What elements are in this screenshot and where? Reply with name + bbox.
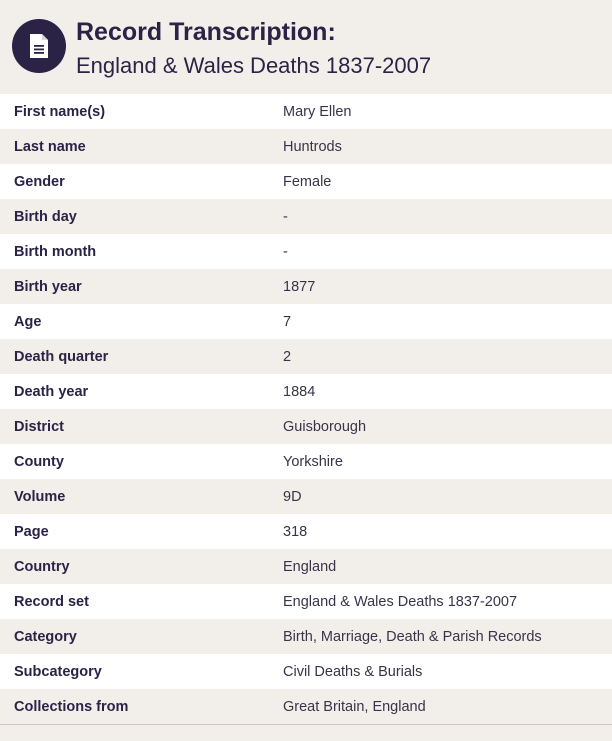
row-value: Guisborough xyxy=(283,418,367,435)
row-label: Category xyxy=(14,628,77,645)
table-row xyxy=(0,164,612,199)
row-label: Death year xyxy=(14,383,89,400)
table-row xyxy=(0,444,612,479)
row-label: Death quarter xyxy=(14,348,109,365)
row-label: Birth year xyxy=(14,278,82,295)
row-value: England xyxy=(283,558,337,575)
row-label: County xyxy=(14,453,64,470)
table-row xyxy=(0,409,612,444)
table-row xyxy=(0,514,612,549)
document-icon xyxy=(12,19,66,73)
row-label: Volume xyxy=(14,488,66,505)
row-label: Birth day xyxy=(14,208,77,225)
row-value: 318 xyxy=(283,523,308,540)
row-value: Mary Ellen xyxy=(283,103,352,120)
table-row xyxy=(0,234,612,269)
table-row xyxy=(0,374,612,409)
row-value: Civil Deaths & Burials xyxy=(283,663,423,680)
row-label: Record set xyxy=(14,593,89,610)
row-label: District xyxy=(14,418,64,435)
table-row xyxy=(0,584,612,619)
table-row xyxy=(0,199,612,234)
table-row xyxy=(0,129,612,164)
row-label: Subcategory xyxy=(14,663,102,680)
row-value: 1884 xyxy=(283,383,316,400)
row-value: Birth, Marriage, Death & Parish Records xyxy=(283,628,542,645)
row-value: Great Britain, England xyxy=(283,698,426,715)
row-label: Page xyxy=(14,523,49,540)
table-row xyxy=(0,269,612,304)
page-subtitle: England & Wales Deaths 1837-2007 xyxy=(76,53,432,78)
row-label: Age xyxy=(14,313,42,330)
row-value: 2 xyxy=(283,348,292,365)
row-label: Collections from xyxy=(14,698,129,715)
table-row xyxy=(0,304,612,339)
table-row xyxy=(0,654,612,689)
table-row xyxy=(0,619,612,654)
table-row xyxy=(0,479,612,514)
record-table xyxy=(0,94,612,724)
row-value: - xyxy=(283,208,288,225)
row-label: Birth month xyxy=(14,243,97,260)
table-row xyxy=(0,689,612,724)
table-row xyxy=(0,94,612,129)
page-title: Record Transcription: xyxy=(76,18,336,46)
row-label: Country xyxy=(14,558,70,575)
table-row xyxy=(0,339,612,374)
row-value: 9D xyxy=(283,488,302,505)
row-value: Huntrods xyxy=(283,138,342,155)
row-label: Gender xyxy=(14,173,65,190)
row-label: First name(s) xyxy=(14,103,106,120)
row-value: 7 xyxy=(283,313,292,330)
row-value: Female xyxy=(283,173,332,190)
table-row xyxy=(0,549,612,584)
row-value: England & Wales Deaths 1837-2007 xyxy=(283,593,518,610)
table-bottom-divider xyxy=(0,724,612,725)
row-value: 1877 xyxy=(283,278,316,295)
row-value: - xyxy=(283,243,288,260)
record-header xyxy=(0,0,612,94)
row-label: Last name xyxy=(14,138,86,155)
row-value: Yorkshire xyxy=(283,453,343,470)
